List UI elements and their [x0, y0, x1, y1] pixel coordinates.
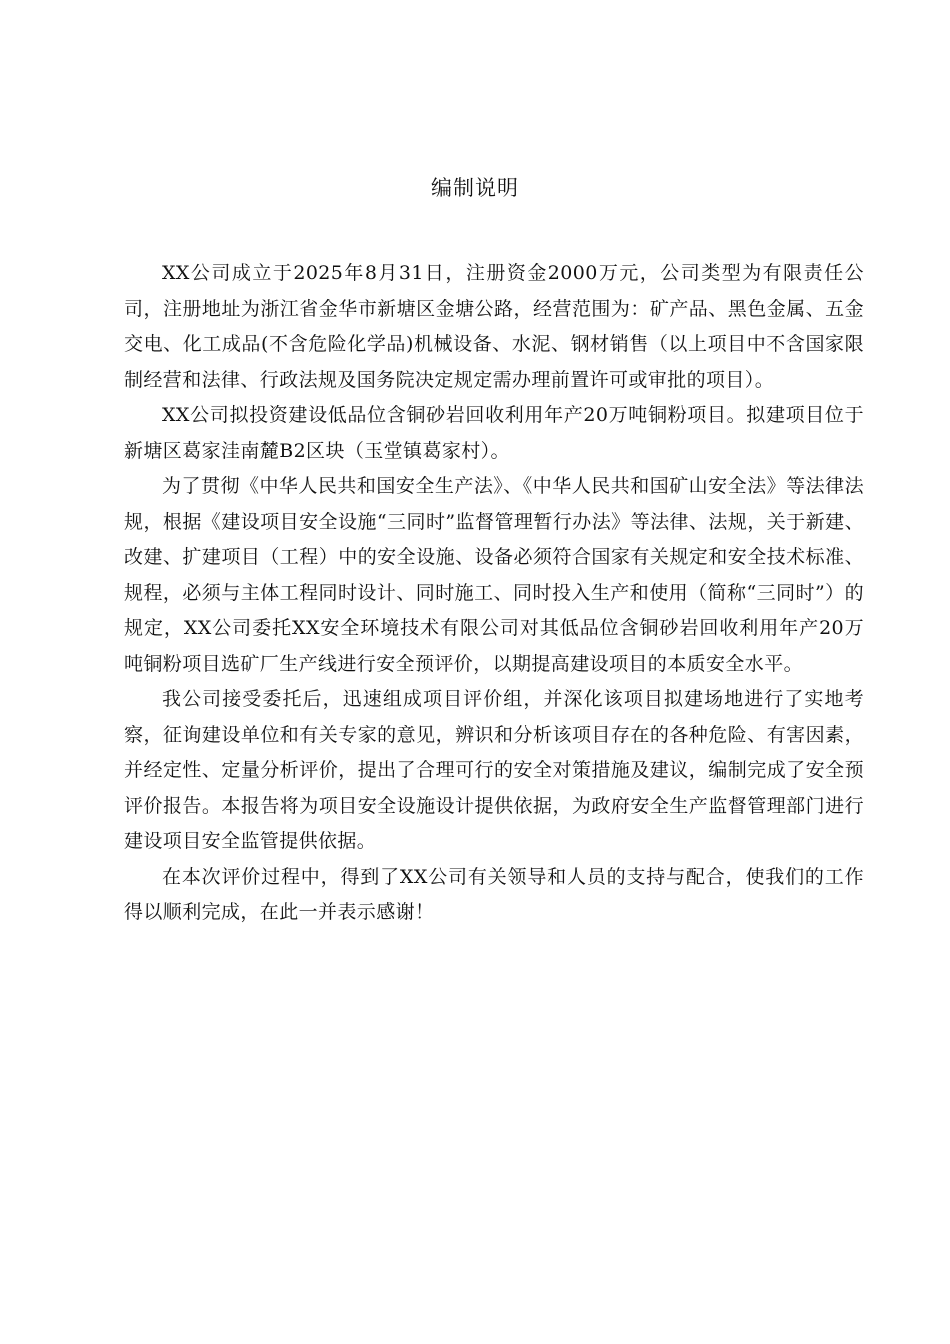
paragraph-legal-basis: 为了贯彻《中华人民共和国安全生产法》、《中华人民共和国矿山安全法》等法律法规，根据《建设项目安全设施“三同时”监督管理暂行办法》等法律、法规，关于新建、改建、扩建项目（工程）中的安全设施、设备必须符合国家有关规定和安全技术标准、规程，必须与主体工程同时设计、同时施工、同时投入生产和使用（简称“三同时”）的规定，XX公司委托XX安全环境技术有限公司对其低品位含铜砂岩回收利用年产20万吨铜粉项目选矿厂生产线进行安全预评价，以期提高建设项目的本质安全水平。 [124, 475, 864, 675]
document-body [124, 256, 864, 931]
paragraph-acknowledgement: 在本次评价过程中，得到了XX公司有关领导和人员的支持与配合，使我们的工作得以顺利完成，在此一并表示感谢！ [124, 865, 864, 923]
page-title: 编制说明 [431, 176, 519, 200]
paragraph-project-info: XX公司拟投资建设低品位含铜砂岩回收利用年产20万吨铜粉项目。拟建项目位于新塘区葛家洼南麓B2区块（玉堂镇葛家村）。 [124, 404, 865, 462]
paragraph-evaluation-process: 我公司接受委托后，迅速组成项目评价组，并深化该项目拟建场地进行了实地考察，征询建设单位和有关专家的意见，辨识和分析该项目存在的各种危险、有害因素，并经定性、定量分析评价，提出了合理可行的安全对策措施及建议，编制完成了安全预评价报告。本报告将为项目安全设施设计提供依据，为政府安全生产监督管理部门进行建设项目安全监管提供依据。 [124, 688, 864, 852]
paragraph-company-info: XX公司成立于2025年8月31日，注册资金2000万元，公司类型为有限责任公司，注册地址为浙江省金华市新塘区金塘公路，经营范围为：矿产品、黑色金属、五金交电、化工成品(不含危险化学品)机械设备、水泥、钢材销售（以上项目中不含国家限制经营和法律、行政法规及国务院决定规定需办理前置许可或审批的项目）。 [124, 262, 864, 391]
